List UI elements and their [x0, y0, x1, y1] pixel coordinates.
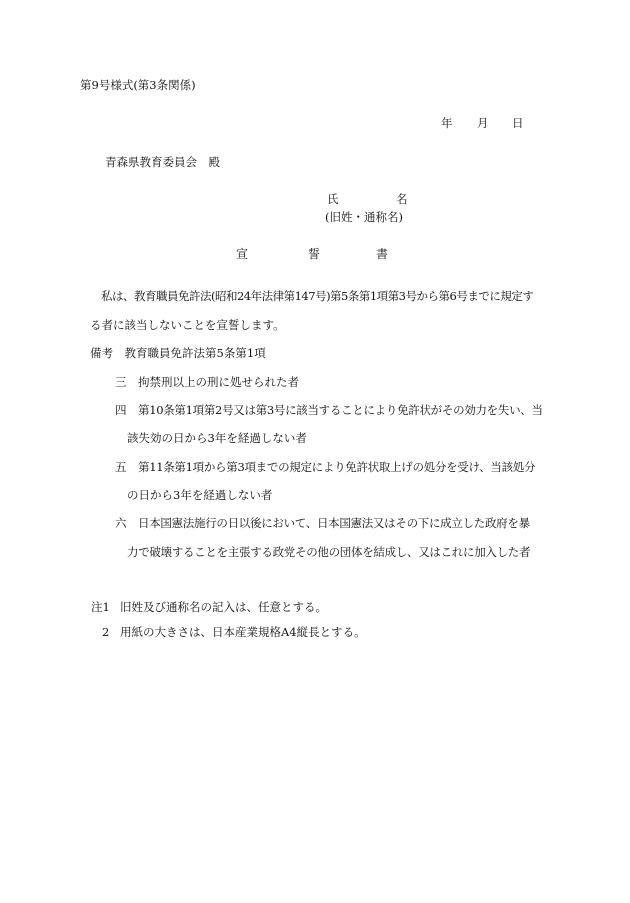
- remark-item-line: の日から3年を経過しない者: [127, 488, 273, 502]
- note-text: 旧姓及び通称名の記入は、任意とする。: [120, 600, 327, 614]
- remarks-heading: 備考 教育職員免許法第5条第1項: [90, 346, 266, 360]
- declaration-line-1: 私は、教育職員免許法(昭和24年法律第147号)第5条第1項第3号から第6号までに規定す: [101, 289, 534, 303]
- signer-name-char-1: 氏: [327, 192, 339, 206]
- title-char-2: 誓: [308, 247, 321, 261]
- remark-item-line: 第10条第1項第2号又は第3号に該当することにより免許状がその効力を失い、当: [138, 403, 543, 417]
- remark-item-line: 日本国憲法施行の日以後において、日本国憲法又はその下に成立した政府を暴: [138, 516, 530, 530]
- remark-item-number: 四: [115, 403, 127, 417]
- declaration-line-2: る者に該当しないことを宣誓します。: [90, 318, 285, 332]
- remark-item-line: 力で破壊することを主張する政党その他の団体を結成し、又はこれに加入した者: [127, 545, 531, 559]
- date-month-label: 月: [477, 116, 489, 130]
- note-number: 注1: [91, 600, 110, 614]
- remark-item-line: 該失効の日から3年を経過しない者: [127, 431, 307, 445]
- date-year-label: 年: [441, 116, 453, 130]
- remark-item-line: 拘禁刑以上の刑に処せられた者: [138, 375, 299, 389]
- addressee: 青森県教育委員会 殿: [105, 155, 220, 169]
- former-name-label: (旧姓・通称名): [325, 210, 403, 224]
- note-number: 2: [102, 625, 110, 639]
- remark-item-number: 三: [115, 375, 127, 389]
- title-char-1: 宣: [236, 247, 249, 261]
- title-char-3: 書: [376, 247, 389, 261]
- signer-name-char-2: 名: [396, 192, 408, 206]
- remark-item-line: 第11条第1項から第3項までの規定により免許状取上げの処分を受け、当該処分: [138, 460, 536, 474]
- remark-item-number: 五: [115, 460, 127, 474]
- note-text: 用紙の大きさは、日本産業規格A4縦長とする。: [120, 625, 366, 639]
- form-label: 第9号様式(第3条関係): [80, 78, 196, 92]
- date-day-label: 日: [512, 116, 524, 130]
- remark-item-number: 六: [115, 516, 127, 530]
